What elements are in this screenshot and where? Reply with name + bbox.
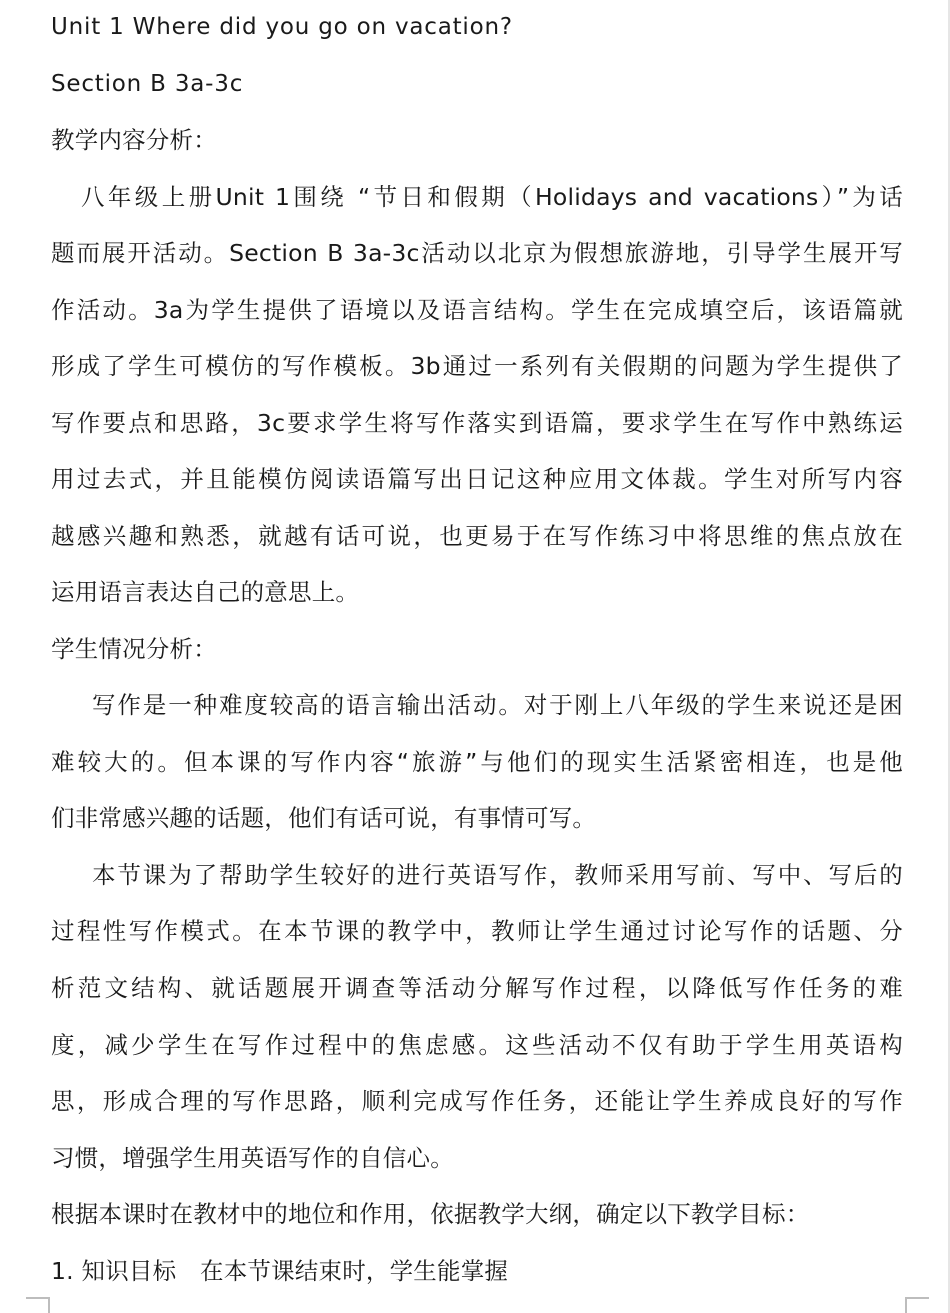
paragraph-line: 难较大的。但本课的写作内容“旅游”与他们的现实生活紧密相连，也是他 (51, 748, 903, 776)
section-label: Section B 3a-3c (51, 71, 244, 97)
objective-item-1: 1. 知识目标 在本节课结束时，学生能掌握 (51, 1257, 509, 1285)
paragraph-line: 写作要点和思路，3c要求学生将写作落实到语篇，要求学生在写作中熟练运 (51, 409, 903, 437)
document-title: Unit 1 Where did you go on vacation? (51, 14, 513, 40)
paragraph-line: 八年级上册Unit 1围绕 “节日和假期（Holidays and vacations）”为话 (81, 183, 903, 211)
paragraph-line: 作活动。3a为学生提供了语境以及语言结构。学生在完成填空后，该语篇就 (51, 296, 903, 324)
page-corner-mark-right (905, 1297, 929, 1313)
paragraph-line: 思，形成合理的写作思路，顺利完成写作任务，还能让学生养成良好的写作 (51, 1087, 903, 1115)
paragraph-line: 写作是一种难度较高的语言输出活动。对于刚上八年级的学生来说还是困 (92, 691, 903, 719)
heading-student-analysis: 学生情况分析： (51, 635, 217, 663)
heading-content-analysis: 教学内容分析： (51, 126, 217, 154)
paragraph-line: 度，减少学生在写作过程中的焦虑感。这些活动不仅有助于学生用英语构 (51, 1031, 903, 1059)
paragraph-line: 过程性写作模式。在本节课的教学中，教师让学生通过讨论写作的话题、分 (51, 917, 903, 945)
paragraph-line: 本节课为了帮助学生较好的进行英语写作，教师采用写前、写中、写后的 (92, 861, 903, 889)
paragraph-line: 习惯，增强学生用英语写作的自信心。 (51, 1144, 454, 1172)
page-corner-mark-left (26, 1297, 50, 1313)
paragraph-line: 形成了学生可模仿的写作模板。3b通过一系列有关假期的问题为学生提供了 (51, 352, 903, 380)
paragraph-line: 题而展开活动。Section B 3a-3c活动以北京为假想旅游地，引导学生展开写 (51, 239, 903, 267)
paragraph-line: 越感兴趣和熟悉，就越有话可说，也更易于在写作练习中将思维的焦点放在 (51, 522, 903, 550)
paragraph-line: 们非常感兴趣的话题，他们有话可说，有事情可写。 (51, 804, 597, 832)
paragraph-line: 运用语言表达自己的意思上。 (51, 578, 360, 606)
paragraph-line: 用过去式，并且能模仿阅读语篇写出日记这种应用文体裁。学生对所写内容 (51, 465, 903, 493)
paragraph-line: 析范文结构、就话题展开调查等活动分解写作过程，以降低写作任务的难 (51, 974, 903, 1002)
objectives-intro: 根据本课时在教材中的地位和作用，依据教学大纲，确定以下教学目标： (51, 1200, 810, 1228)
